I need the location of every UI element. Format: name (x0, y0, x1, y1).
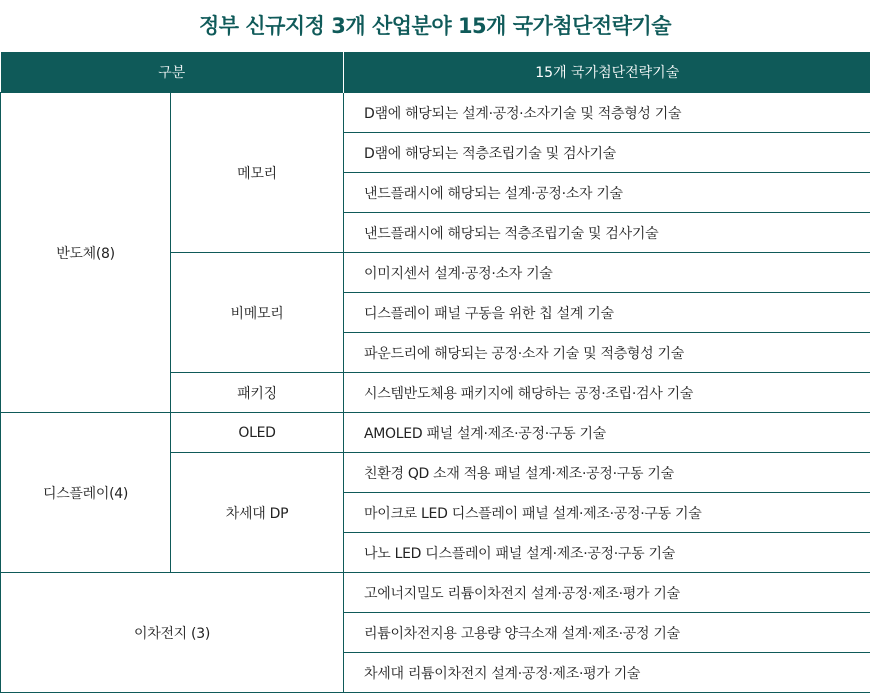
tech-item: 고에너지밀도 리튬이차전지 설계·공정·제조·평가 기술 (344, 573, 870, 613)
header-row (1, 52, 870, 93)
tech-item: AMOLED 패널 설계·제조·공정·구동 기술 (344, 413, 870, 453)
subcategory-oled: OLED (171, 413, 344, 453)
subcategory-nonmemory: 비메모리 (171, 253, 344, 373)
tech-item: D램에 해당되는 적층조립기술 및 검사기술 (344, 133, 870, 173)
tech-item: 디스플레이 패널 구동을 위한 칩 설계 기술 (344, 293, 870, 333)
tech-item: 리튬이차전지용 고용량 양극소재 설계·제조·공정 기술 (344, 613, 870, 653)
header-category: 구분 (1, 52, 344, 93)
tech-item: 친환경 QD 소재 적용 패널 설계·제조·공정·구동 기술 (344, 453, 870, 493)
subcategory-packaging: 패키징 (171, 373, 344, 413)
tech-item: 나노 LED 디스플레이 패널 설계·제조·공정·구동 기술 (344, 533, 870, 573)
tech-item: 낸드플래시에 해당되는 적층조립기술 및 검사기술 (344, 213, 870, 253)
category-display: 디스플레이(4) (1, 413, 171, 573)
subcategory-memory: 메모리 (171, 93, 344, 253)
strategic-tech-table (0, 52, 870, 693)
table-row (1, 93, 870, 133)
table-row (1, 573, 870, 613)
category-battery: 이차전지 (3) (1, 573, 344, 693)
page-title: 정부 신규지정 3개 산업분야 15개 국가첨단전략기술 (198, 14, 672, 38)
tech-item: 파운드리에 해당되는 공정·소자 기술 및 적층형성 기술 (344, 333, 870, 373)
tech-item: D램에 해당되는 설계·공정·소자기술 및 적층형성 기술 (344, 93, 870, 133)
tech-item: 마이크로 LED 디스플레이 패널 설계·제조·공정·구동 기술 (344, 493, 870, 533)
tech-item: 이미지센서 설계·공정·소자 기술 (344, 253, 870, 293)
category-semiconductor: 반도체(8) (1, 93, 171, 413)
tech-item: 시스템반도체용 패키지에 해당하는 공정·조립·검사 기술 (344, 373, 870, 413)
table-row (1, 413, 870, 453)
subcategory-nextgen-dp: 차세대 DP (171, 453, 344, 573)
tech-item: 낸드플래시에 해당되는 설계·공정·소자 기술 (344, 173, 870, 213)
header-tech: 15개 국가첨단전략기술 (344, 52, 870, 93)
tech-item: 차세대 리튬이차전지 설계·공정·제조·평가 기술 (344, 653, 870, 693)
